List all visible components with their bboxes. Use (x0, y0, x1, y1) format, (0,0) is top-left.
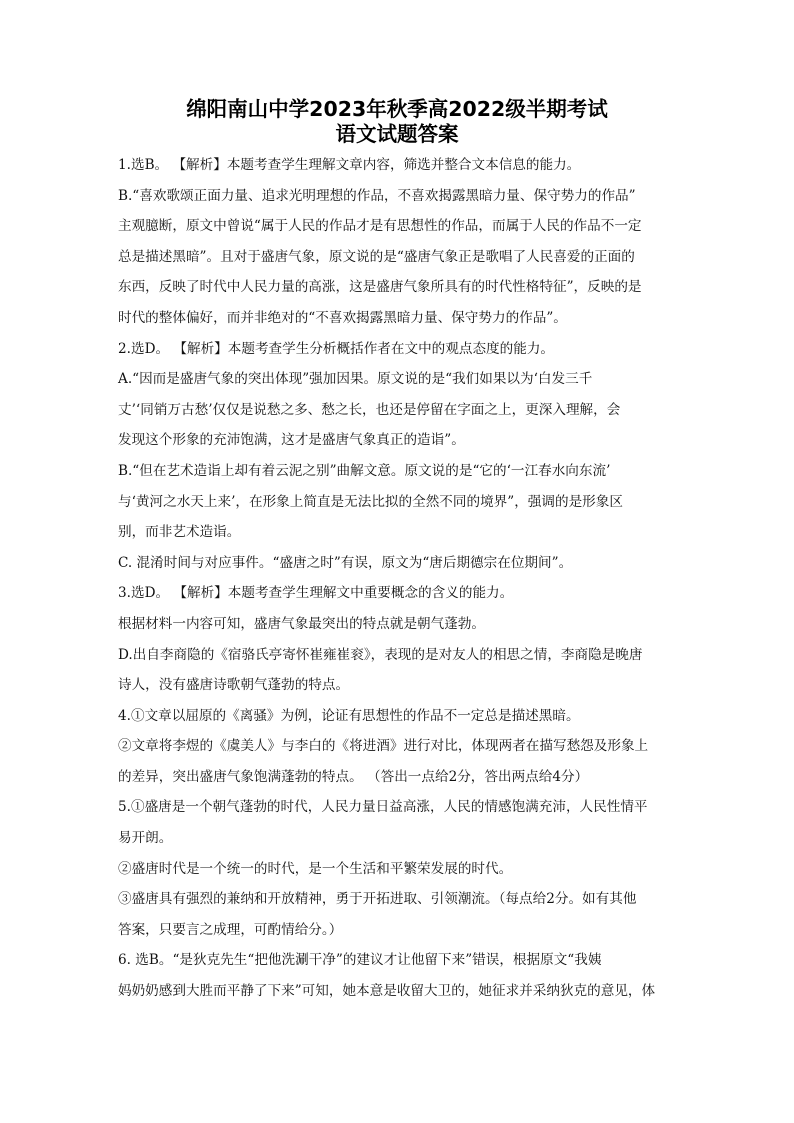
text-line: B.“但在艺术造诣上却有着云泥之别”曲解文意。原文说的是“它的‘一江春水向东流’ (118, 462, 611, 479)
text-line: 根据材料一内容可知，盛唐气象最突出的特点就是朝气蓬勃。 (118, 615, 486, 632)
text-line: 6. 选B。“是狄克先生“把他洗涮干净”的建议才让他留下来”错误，根据原文“我姨 (118, 952, 602, 969)
text-line: 2.选D。 【解析】本题考查学生分析概括作者在文中的观点态度的能力。 (118, 340, 554, 357)
text-line: C. 混淆时间与对应事件。“盛唐之时”有误，原文为“唐后期德宗在位期间”。 (118, 554, 573, 571)
text-line: 主观臆断，原文中曾说“属于人民的作品才是有思想性的作品，而属于人民的作品不一定 (118, 218, 642, 235)
text-line: 东西，反映了时代中人民力量的高涨，这是盛唐气象所具有的时代性格特征”，反映的是 (118, 279, 642, 296)
answer-body (118, 150, 658, 1007)
text-line: 易开朗。 (118, 830, 173, 847)
title-line-2: 语文试题答案 (335, 122, 459, 146)
text-line: 丈’‘同销万古愁’仅仅是说愁之多、愁之长，也还是停留在字面之上，更深入理解，会 (118, 401, 621, 418)
text-line: 时代的整体偏好，而并非绝对的“不喜欢揭露黑暗力量、保守势力的作品”。 (118, 309, 567, 326)
text-line: 发现这个形象的充沛饱满，这才是盛唐气象真正的造诣”。 (118, 432, 465, 449)
text-line: ③盛唐具有强烈的兼纳和开放精神，勇于开拓进取、引领潮流。（每点给2分。如有其他 (118, 891, 637, 908)
text-line: 总是描述黑暗”。且对于盛唐气象，原文说的是“盛唐气象正是歌唱了人民喜爱的正面的 (118, 248, 635, 265)
text-line: 4.①文章以屈原的《离骚》为例，论证有思想性的作品不一定总是描述黑暗。 (118, 707, 580, 724)
text-line: 与‘黄河之水天上来’，在形象上简直是无法比拟的全然不同的境界”，强调的是形象区 (118, 493, 623, 510)
text-line: D.出自李商隐的《宿骆氏亭寄怀崔雍崔衮》，表现的是对友人的相思之情，李商隐是晚唐 (118, 646, 643, 663)
text-line: ②盛唐时代是一个统一的时代，是一个生活和平繁荣发展的时代。 (118, 860, 513, 877)
text-line: 妈奶奶感到大胜而平静了下来”可知，她本意是收留大卫的，她征求并采纳狄克的意见，体 (118, 983, 656, 1000)
text-line: A.“因而是盛唐气象的突出体现”强加因果。原文说的是“我们如果以为‘白发三千 (118, 371, 593, 388)
text-line: 的差异，突出盛唐气象饱满蓬勃的特点。 （答出一点给2分，答出两点给4分） (118, 768, 589, 785)
text-line: 诗人，没有盛唐诗歌朝气蓬勃的特点。 (118, 677, 350, 694)
text-line: 5.①盛唐是一个朝气蓬勃的时代，人民力量日益高涨，人民的情感饱满充沛，人民性情平 (118, 799, 648, 816)
text-line: ②文章将李煜的《虞美人》与李白的《将进酒》进行对比，体现两者在描写愁怨及形象上 (118, 738, 649, 755)
text-line: 3.选D。 【解析】本题考查学生理解文中重要概念的含义的能力。 (118, 585, 514, 602)
title-line-1: 绵阳南山中学2023年秋季高2022级半期考试 (186, 97, 608, 121)
text-line: 答案，只要言之成理，可酌情给分。） (118, 921, 343, 938)
text-line: B.“喜欢歌颂正面力量、追求光明理想的作品，不喜欢揭露黑暗力量、保守势力的作品” (118, 187, 636, 204)
text-line: 别，而非艺术造诣。 (118, 524, 241, 541)
text-line: 1.选B。 【解析】本题考查学生理解文章内容，筛选并整合文本信息的能力。 (118, 157, 581, 173)
